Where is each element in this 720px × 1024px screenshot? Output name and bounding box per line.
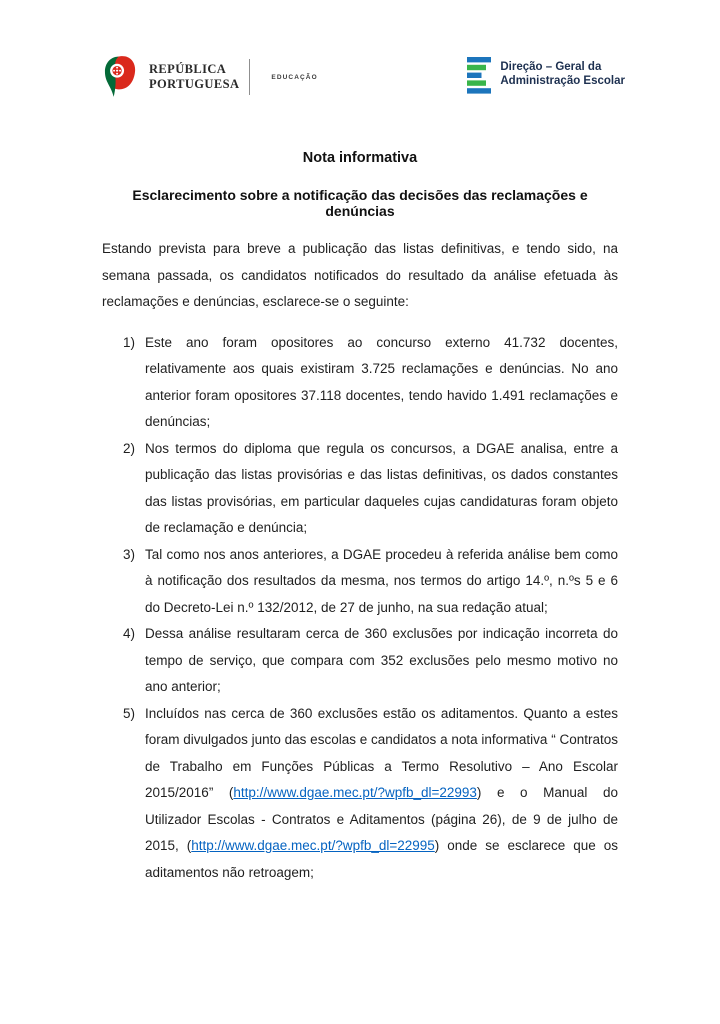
dgae-logo-line2: Administração Escolar xyxy=(500,75,625,87)
intro-paragraph: Estando prevista para breve a publicação das listas definitivas, e tendo sido, na semana passada, os candidatos notificados do resultado da análise efetuada às reclamações e denúncias, esclarece-se o seguinte: xyxy=(102,241,618,309)
list-item-text: Tal como nos anos anteriores, a DGAE procedeu à referida análise bem como à notificação dos resultados da mesma, nos termos do artigo 14.º, n.ºs 5 e 6 do Decreto-Lei n.º 132/2012, de 27 de junho, na sua redação atual; xyxy=(145,546,618,615)
gov-logo-line2: PORTUGUESA xyxy=(149,76,240,91)
list-item-number: 4) xyxy=(123,626,136,641)
list-item-number: 2) xyxy=(123,440,136,456)
dgae-link-1[interactable]: http://www.dgae.mec.pt/?wpfb_dl=22993 xyxy=(233,785,477,800)
gov-logo-divider xyxy=(249,59,250,95)
dgae-logo-text xyxy=(500,60,625,88)
portugal-flag-emblem-icon xyxy=(103,55,136,98)
republica-portuguesa-logo xyxy=(103,55,318,98)
document-subtitle: Esclarecimento sobre a notificação das decisões das reclamações e denúncias xyxy=(132,187,588,219)
list-item-text: Este ano foram opositores ao concurso externo 41.732 docentes, relativamente aos quais existiram 3.725 reclamações e denúncias. No ano anterior foram opositores 37.118 docentes, tendo havido 1.491 reclamações e denúncias; xyxy=(145,334,618,429)
page-header xyxy=(0,0,720,100)
list-item xyxy=(123,542,618,622)
list-item-number: 3) xyxy=(123,546,136,562)
gov-logo-department: EDUCAÇÃO xyxy=(271,74,318,81)
dgae-e-bars-icon xyxy=(467,57,491,94)
dgae-link-2[interactable]: http://www.dgae.mec.pt/?wpfb_dl=22995 xyxy=(191,838,435,853)
list-item xyxy=(123,436,618,542)
list-item xyxy=(123,330,618,436)
list-item-text: Nos termos do diploma que regula os concursos, a DGAE analisa, entre a publicação das listas provisórias e das listas definitivas, os dados constantes das listas provisórias, em particular daqueles cujas candidaturas foram objeto de reclamação e denúncia; xyxy=(145,440,618,535)
gov-logo-title xyxy=(149,62,239,91)
list-item-text-part: Incluídos nas cerca de 360 exclusões estão os aditamentos. Quanto a estes foram divulgados junto das escolas e candidatos a nota informativa “ Contratos de Trabalho em Funções Públicas a Termo Resolutivo – Ano Escolar 2015/2016” ( xyxy=(145,705,618,800)
document-title: Nota informativa xyxy=(302,150,418,166)
list-item-text-part: ) e o Manual do Utilizador Escolas - Contratos e Aditamentos (página 26), de 9 de julho de 2015, ( xyxy=(145,785,618,853)
numbered-list xyxy=(102,330,618,887)
list-item-number: 5) xyxy=(123,705,136,721)
gov-logo-line1: REPÚBLICA xyxy=(149,62,227,76)
list-item-text xyxy=(145,701,618,887)
list-item xyxy=(123,621,618,701)
dgae-logo-line1: Direção – Geral da xyxy=(500,61,602,73)
list-item-text-part: ) onde se esclarece que os aditamentos não retroagem; xyxy=(145,838,618,880)
dgae-logo xyxy=(467,57,625,94)
list-item-number: 1) xyxy=(123,334,136,350)
list-item xyxy=(123,701,618,887)
list-item-text: Dessa análise resultaram cerca de 360 exclusões por indicação incorreta do tempo de serviço, que compara com 352 exclusões pelo mesmo motivo no ano anterior; xyxy=(145,626,618,694)
document-body xyxy=(102,150,618,886)
